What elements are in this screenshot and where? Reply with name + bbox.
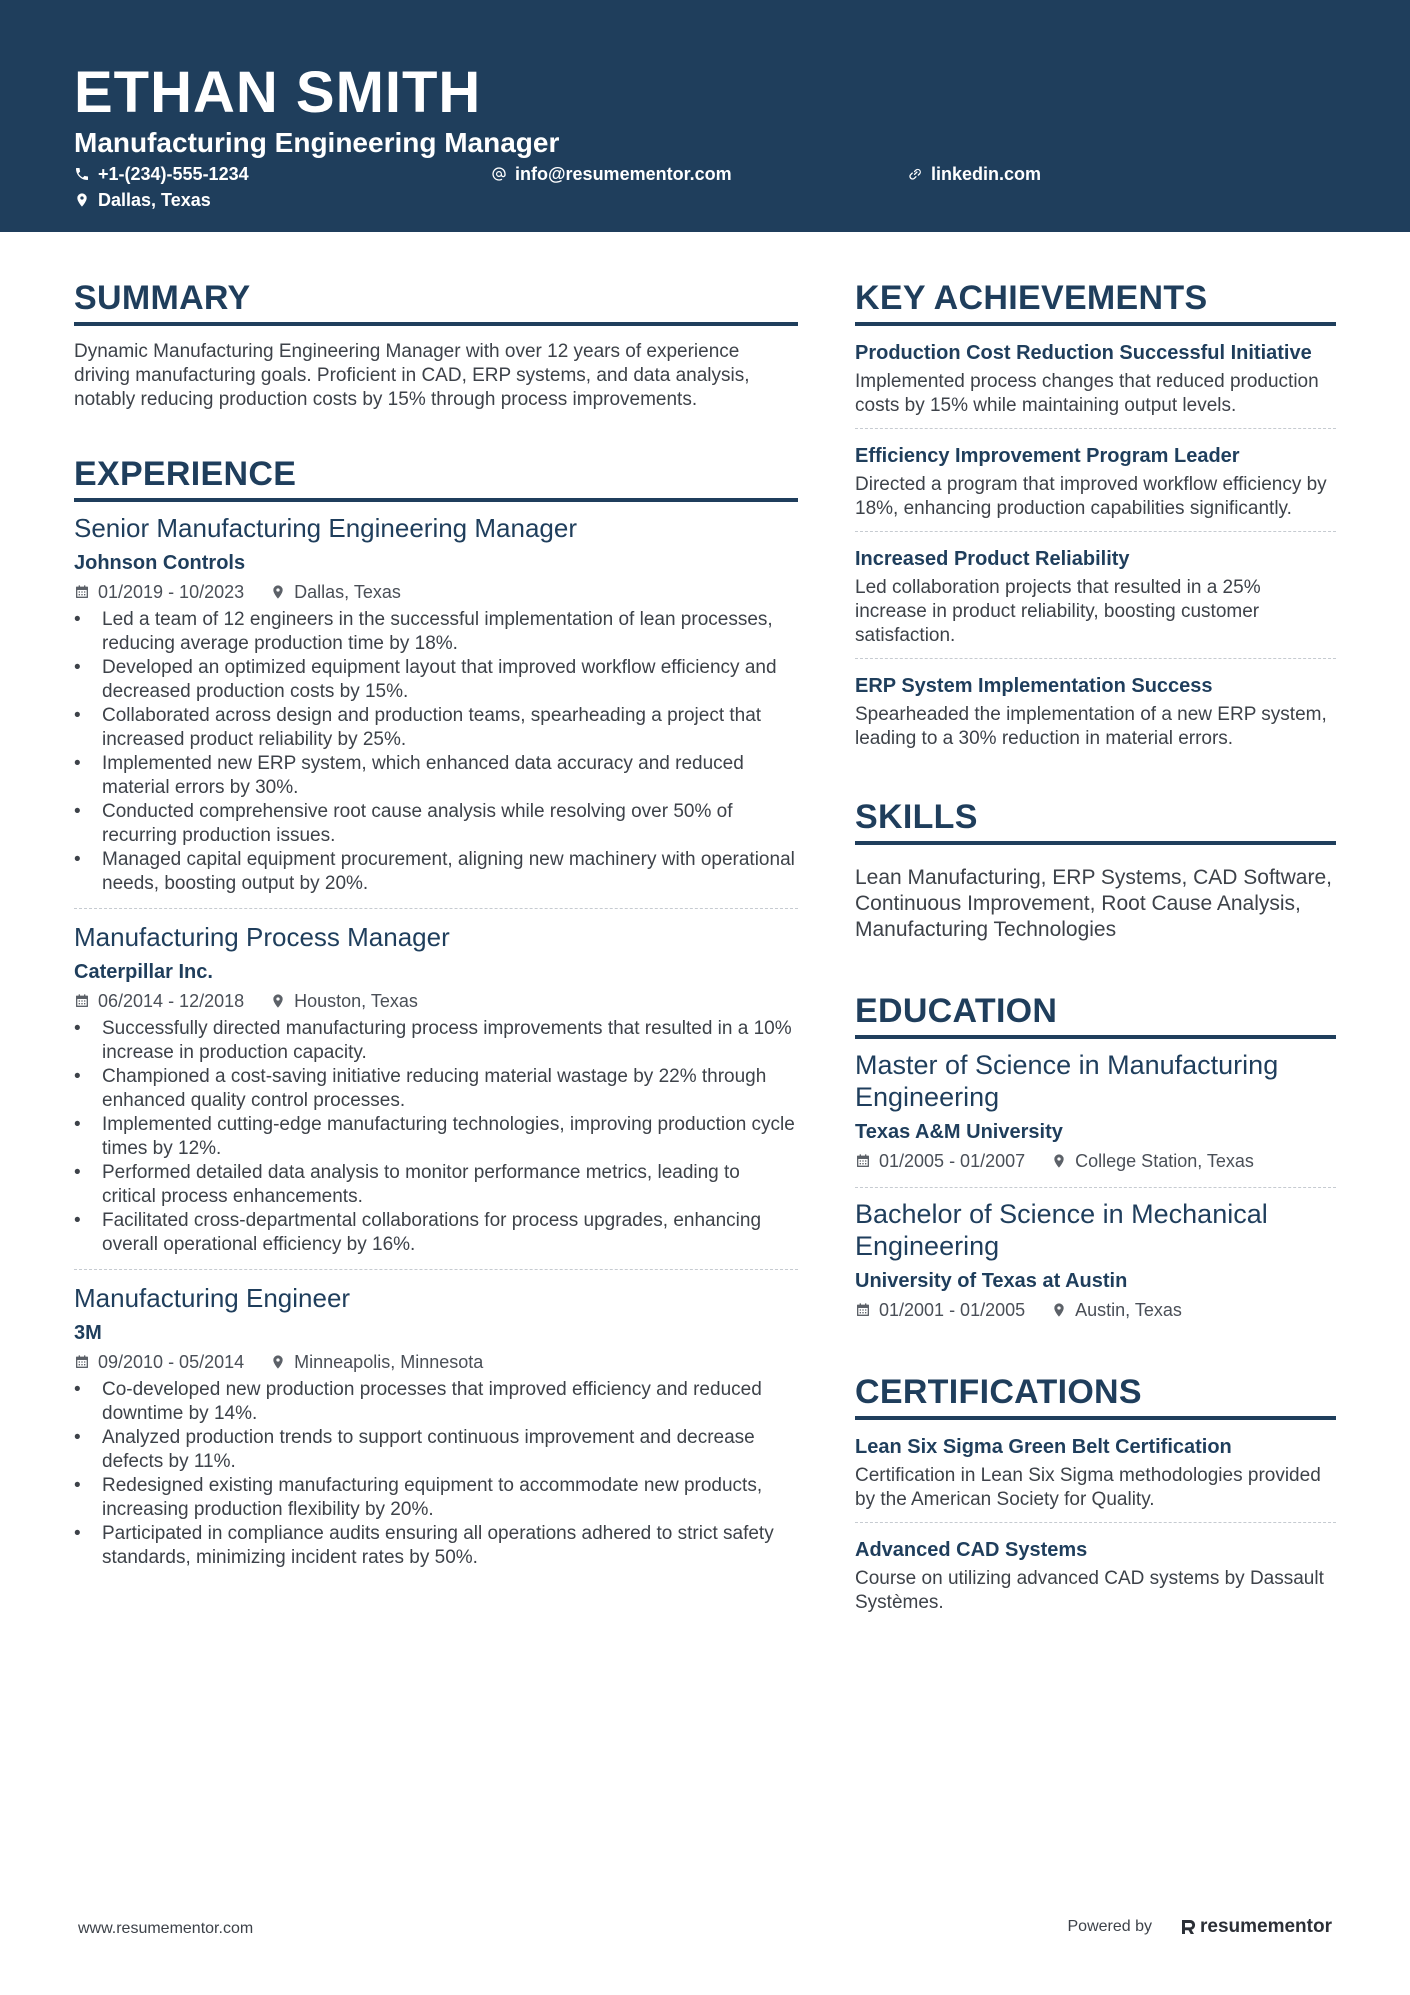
job-location: Houston, Texas: [294, 991, 418, 1011]
job-entry: [74, 512, 798, 908]
location-pin-icon: [1051, 1153, 1067, 1169]
achievement-item: [855, 428, 1336, 531]
certification-item: [855, 1434, 1336, 1522]
brand-logo[interactable]: [1180, 1916, 1332, 1938]
certifications-section: [855, 1372, 1336, 1625]
education-heading: EDUCATION: [855, 991, 1336, 1039]
job-bullet: • Redesigned existing manufacturing equipment to accommodate new products, increasing production flexibility by 20%.: [74, 1474, 798, 1522]
calendar-icon: [74, 1354, 90, 1370]
calendar-icon: [74, 584, 90, 600]
contact-email[interactable]: [491, 162, 732, 186]
link-icon: [907, 166, 923, 182]
achievements-section: [855, 278, 1336, 761]
education-item: [855, 1049, 1336, 1187]
education-section: [855, 991, 1336, 1336]
certification-item: [855, 1522, 1336, 1625]
phone-text: +1-(234)-555-1234: [98, 164, 249, 184]
education-school: Texas A&M University: [855, 1121, 1063, 1143]
job-entry: [74, 1269, 798, 1582]
achievement-text: Spearheaded the implementation of a new ERP system, leading to a 30% reduction in material errors.: [855, 704, 1327, 749]
experience-section: [74, 454, 798, 1582]
job-meta: [74, 1350, 798, 1374]
skills-text: Lean Manufacturing, ERP Systems, CAD Software, Continuous Improvement, Root Cause Analysis, Manufacturing Technologies: [855, 866, 1332, 941]
experience-heading: EXPERIENCE: [74, 454, 798, 502]
education-item: [855, 1187, 1336, 1336]
job-dates: 09/2010 - 05/2014: [98, 1352, 245, 1372]
certifications-heading: CERTIFICATIONS: [855, 1372, 1336, 1420]
achievement-title: Production Cost Reduction Successful Initiative: [855, 342, 1312, 364]
resume-header: [0, 0, 1410, 232]
job-dates: 01/2019 - 10/2023: [98, 582, 245, 602]
achievement-text: Led collaboration projects that resulted in a 25% increase in product reliability, boosting customer satisfaction.: [855, 577, 1261, 646]
achievement-text: Directed a program that improved workflow efficiency by 18%, enhancing production capabilities significantly.: [855, 474, 1327, 519]
certification-title: Advanced CAD Systems: [855, 1539, 1088, 1561]
job-bullet: • Conducted comprehensive root cause analysis while resolving over 50% of recurring production issues.: [74, 800, 798, 848]
job-title: Manufacturing Process Manager: [74, 922, 450, 952]
achievement-title: Increased Product Reliability: [855, 548, 1130, 570]
job-entry: [74, 908, 798, 1269]
certification-text: Course on utilizing advanced CAD systems by Dassault Systèmes.: [855, 1568, 1324, 1613]
job-bullet: • Implemented new ERP system, which enhanced data accuracy and reduced material errors by 30%.: [74, 752, 798, 800]
location-pin-icon: [1051, 1302, 1067, 1318]
job-bullet: • Led a team of 12 engineers in the successful implementation of lean processes, reducing average production time by 18%.: [74, 608, 798, 656]
education-meta: [855, 1149, 1336, 1173]
job-bullets: [74, 608, 798, 896]
contact-location: [74, 188, 211, 212]
job-bullet: • Championed a cost-saving initiative reducing material wastage by 22% through enhanced quality control processes.: [74, 1065, 798, 1113]
education-dates: 01/2005 - 01/2007: [879, 1151, 1026, 1171]
summary-section: [74, 278, 798, 412]
linkedin-text: linkedin.com: [931, 164, 1042, 184]
candidate-title: Manufacturing Engineering Manager: [74, 127, 560, 158]
resumementor-logo-icon: [1180, 1918, 1196, 1936]
skills-heading: SKILLS: [855, 797, 1336, 845]
education-school: University of Texas at Austin: [855, 1270, 1128, 1292]
job-location: Minneapolis, Minnesota: [294, 1352, 484, 1372]
phone-icon: [74, 166, 90, 182]
contact-phone[interactable]: [74, 162, 249, 186]
summary-heading: SUMMARY: [74, 278, 798, 326]
footer-powered: [1068, 1916, 1333, 1938]
achievement-title: Efficiency Improvement Program Leader: [855, 445, 1240, 467]
achievement-item: [855, 658, 1336, 761]
job-bullet: • Co-developed new production processes that improved efficiency and reduced downtime by 14%.: [74, 1378, 798, 1426]
job-bullet: • Analyzed production trends to support continuous improvement and decrease defects by 11%.: [74, 1426, 798, 1474]
job-bullets: [74, 1017, 798, 1257]
location-pin-icon: [270, 1354, 286, 1370]
email-text: info@resumementor.com: [515, 164, 732, 184]
brand-name: resumementor: [1200, 1916, 1332, 1937]
achievement-item: [855, 340, 1336, 428]
job-dates: 06/2014 - 12/2018: [98, 991, 245, 1011]
location-pin-icon: [270, 993, 286, 1009]
left-column: [74, 278, 798, 1582]
location-pin-icon: [74, 192, 90, 208]
calendar-icon: [855, 1153, 871, 1169]
education-degree: Bachelor of Science in Mechanical Engineering: [855, 1199, 1268, 1261]
job-title: Manufacturing Engineer: [74, 1283, 351, 1313]
education-location: Austin, Texas: [1075, 1300, 1182, 1320]
job-company: Caterpillar Inc.: [74, 961, 213, 983]
right-column: [855, 278, 1336, 1625]
achievements-heading: KEY ACHIEVEMENTS: [855, 278, 1336, 326]
powered-by-label: Powered by: [1067, 1918, 1152, 1935]
job-bullets: [74, 1378, 798, 1570]
job-title: Senior Manufacturing Engineering Manager: [74, 513, 577, 543]
candidate-name: ETHAN SMITH: [74, 60, 482, 125]
at-icon: [491, 166, 507, 182]
job-bullet: • Implemented cutting-edge manufacturing technologies, improving production cycle times by 12%.: [74, 1113, 798, 1161]
achievement-title: ERP System Implementation Success: [855, 675, 1213, 697]
job-bullet: • Participated in compliance audits ensuring all operations adhered to strict safety standards, minimizing incident rates by 50%.: [74, 1522, 798, 1570]
education-meta: [855, 1298, 1336, 1322]
job-bullet: • Facilitated cross-departmental collaborations for process upgrades, enhancing overall operational efficiency by 16%.: [74, 1209, 798, 1257]
education-location: College Station, Texas: [1075, 1151, 1254, 1171]
education-dates: 01/2001 - 01/2005: [879, 1300, 1026, 1320]
certification-text: Certification in Lean Six Sigma methodologies provided by the American Society for Quality.: [855, 1465, 1321, 1510]
job-bullet: • Performed detailed data analysis to monitor performance metrics, leading to critical process enhancements.: [74, 1161, 798, 1209]
achievement-text: Implemented process changes that reduced production costs by 15% while maintaining output levels.: [855, 371, 1319, 416]
calendar-icon: [855, 1302, 871, 1318]
certification-title: Lean Six Sigma Green Belt Certification: [855, 1436, 1232, 1458]
footer-website[interactable]: www.resumementor.com: [78, 1920, 254, 1937]
location-pin-icon: [270, 584, 286, 600]
job-company: 3M: [74, 1322, 102, 1344]
job-bullet: • Managed capital equipment procurement, aligning new machinery with operational needs, boosting output by 20%.: [74, 848, 798, 896]
job-bullet: • Developed an optimized equipment layout that improved workflow efficiency and decreased production costs by 15%.: [74, 656, 798, 704]
education-degree: Master of Science in Manufacturing Engineering: [855, 1050, 1279, 1112]
job-bullet: • Successfully directed manufacturing process improvements that resulted in a 10% increase in production capacity.: [74, 1017, 798, 1065]
job-meta: [74, 580, 798, 604]
achievement-item: [855, 531, 1336, 658]
contact-linkedin[interactable]: [907, 162, 1041, 186]
job-bullet: • Collaborated across design and production teams, spearheading a project that increased product reliability by 25%.: [74, 704, 798, 752]
summary-text: Dynamic Manufacturing Engineering Manager with over 12 years of experience driving manufacturing goals. Proficient in CAD, ERP systems, and data analysis, notably reducing production costs by 15% through process improvements.: [74, 341, 750, 410]
location-text: Dallas, Texas: [98, 190, 211, 210]
skills-section: [855, 797, 1336, 943]
calendar-icon: [74, 993, 90, 1009]
job-meta: [74, 989, 798, 1013]
job-company: Johnson Controls: [74, 552, 246, 574]
job-location: Dallas, Texas: [294, 582, 401, 602]
